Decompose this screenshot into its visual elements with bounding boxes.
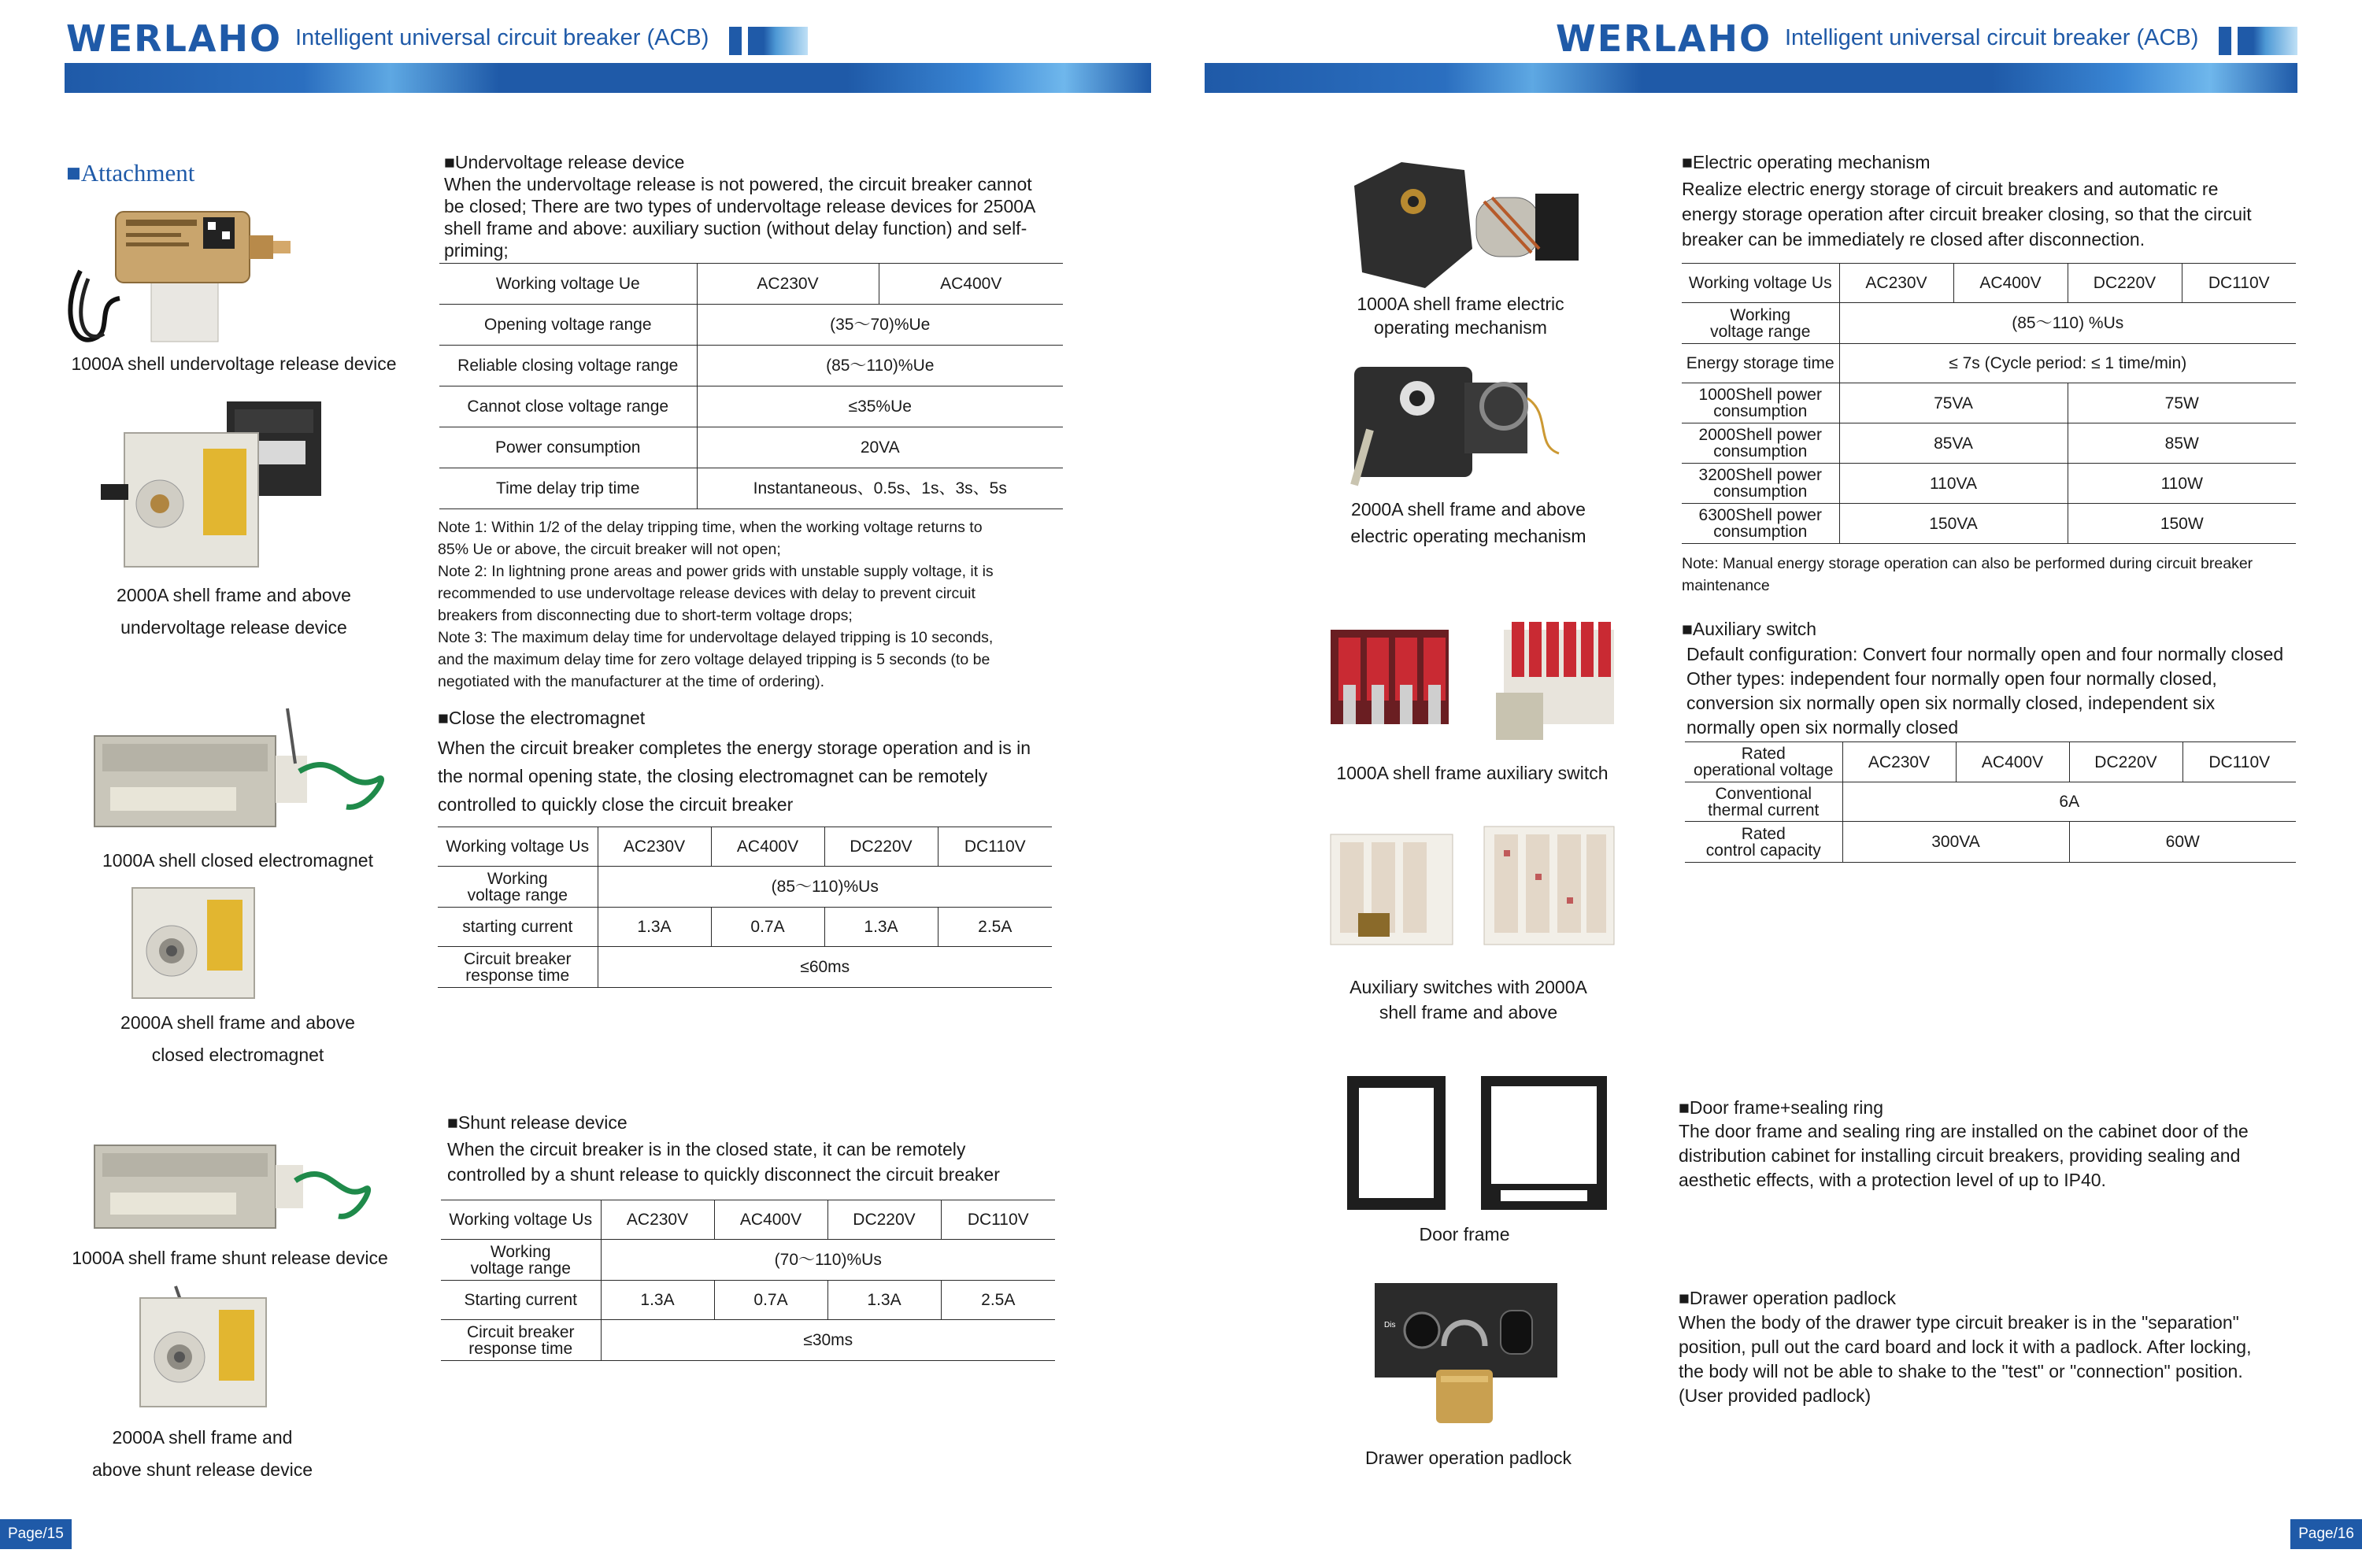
table-cell: AC400V [1956,742,2069,782]
table-cell: Working voltage Ue [439,264,697,305]
table-cell: Working voltage range [441,1240,601,1281]
table-cell: Conventional thermal current [1685,782,1842,822]
drawer-padlock-photo [1375,1283,1557,1433]
eom-title: ■Electric operating mechanism [1682,152,1931,172]
table-cell: DC110V [938,827,1052,867]
undervoltage-text: When the undervoltage release is not powered, the circuit breaker cannot be closed; There are two types of undervoltage release devices for 2500A shell frame and above: auxiliary suction (without delay function) and self- priming; [444,174,1036,261]
table-cell: 2.5A [938,908,1052,947]
table-cell: Energy storage time [1682,344,1839,383]
table-cell: (70～110)%Us [601,1240,1055,1281]
close-em-table [438,827,1052,988]
table-cell: DC220V [2069,742,2182,782]
table-cell: Circuit breaker response time [438,947,598,988]
table-cell: AC400V [879,264,1063,305]
close-em-text: When the circuit breaker completes the energy storage operation and is in the normal opening state, the closing electromagnet can be remotely controlled to quickly close the circuit breaker [438,738,1031,815]
undervoltage-1000a-photo [65,192,317,349]
table-cell: 85VA [1839,423,2068,464]
caption-aux-1000: 1000A shell frame auxiliary switch [1336,763,1609,783]
table-cell: 110VA [1839,464,2068,504]
table-cell: Instantaneous、0.5s、1s、3s、5s [697,468,1063,509]
table-cell: 0.7A [714,1281,827,1320]
header-band-right [1205,63,2297,93]
aux-text: Default configuration: Convert four normally open and four normally closed Other types: independent four normally open four normally closed, conversion six normally open six normally closed, independent six normally open six normally closed [1686,644,2284,738]
table-cell: Power consumption [439,427,697,468]
table-cell: AC400V [714,1200,827,1240]
table-cell: (35～70)%Ue [697,305,1063,346]
table-cell: 150W [2068,504,2296,544]
table-cell: Time delay trip time [439,468,697,509]
table-cell: Rated operational voltage [1685,742,1842,782]
table-cell: 60W [2069,822,2296,863]
header-accent-left [729,27,808,55]
table-cell: Starting current [441,1281,601,1320]
door-title: ■Door frame+sealing ring [1679,1097,1883,1118]
brand-logo-right: WERLAHO [1556,17,1772,60]
table-cell: Working voltage Us [441,1200,601,1240]
caption-padlock: Drawer operation padlock [1364,1448,1572,1468]
table-cell: 75W [2068,383,2296,423]
table-cell: 20VA [697,427,1063,468]
table-cell: 1.3A [827,1281,941,1320]
table-cell: 110W [2068,464,2296,504]
table-cell: Cannot close voltage range [439,386,697,427]
table-cell: 1.3A [598,908,711,947]
table-cell: Working voltage range [1682,303,1839,344]
table-cell: AC230V [601,1200,714,1240]
table-cell: AC230V [598,827,711,867]
table-cell: Rated control capacity [1685,822,1842,863]
table-cell: (85～110)%Ue [697,346,1063,386]
caption-ce-1000: 1000A shell closed electromagnet [102,850,373,871]
padlock-title: ■Drawer operation padlock [1679,1288,1896,1308]
caption-ce-2000: 2000A shell frame and above closed electromagnet [120,1012,355,1065]
table-cell: AC230V [697,264,879,305]
table-cell: DC220V [2068,264,2182,303]
padlock-text: When the body of the drawer type circuit breaker is in the "separation" position, pull out the card board and lock it with a padlock. After locking, the body will not be able to shake to the "test" or "connection" position. (User provided padlock) [1679,1312,2252,1406]
aux-title: ■Auxiliary switch [1682,619,1817,639]
table-cell: AC230V [1842,742,1956,782]
aux-table [1685,741,2296,863]
table-cell: 1000Shell power consumption [1682,383,1839,423]
table-cell: AC230V [1839,264,1953,303]
table-cell: Working voltage Us [1682,264,1839,303]
table-cell: 3200Shell power consumption [1682,464,1839,504]
table-cell: ≤35%Ue [697,386,1063,427]
table-cell: (85～110)%Us [598,867,1052,908]
table-cell: AC400V [1953,264,2068,303]
undervoltage-notes: Note 1: Within 1/2 of the delay tripping time, when the working voltage returns to 85% Ue or above, the circuit breaker will not open; Note 2: In lightning prone areas and power grids with unstable supply voltage, it is recommended to use undervoltage release devices with delay to prevent circuit breakers from disconnecting due to short-term voltage drops; Note 3: The maximum delay time for undervoltage delayed tripping is 10 seconds, and the maximum delay time for zero voltage delayed tripping is 5 seconds (to be negotiated with the manufacturer at the time of ordering). [438,519,994,690]
caption-eom-2000: 2000A shell frame and above electric operating mechanism [1350,499,1586,546]
caption-aux-2000: Auxiliary switches with 2000A shell frame and above [1349,977,1587,1023]
eom-1000a-photo [1346,154,1590,296]
table-cell: ≤60ms [598,947,1052,988]
undervoltage-2000a-photo [93,394,345,575]
caption-sh-2000: 2000A shell frame and above shunt release device [91,1427,313,1480]
aux-switch-1000a-photo [1323,614,1622,756]
table-cell: DC110V [2182,264,2296,303]
caption-uv-1000: 1000A shell undervoltage release device [71,353,397,374]
header-subtitle-right: Intelligent universal circuit breaker (ACB) [1785,25,2199,50]
close-em-title: ■Close the electromagnet [438,708,646,728]
shunt-title: ■Shunt release device [447,1112,628,1133]
attachment-title: ■Attachment [66,159,195,187]
table-cell: DC110V [941,1200,1055,1240]
table-cell: 150VA [1839,504,2068,544]
table-cell: Working voltage Us [438,827,598,867]
table-cell: 0.7A [711,908,824,947]
table-cell: starting current [438,908,598,947]
table-cell: Circuit breaker response time [441,1320,601,1361]
caption-eom-1000: 1000A shell frame electric operating mechanism [1357,294,1564,338]
eom-note: Note: Manual energy storage operation can also be performed during circuit breaker maintenance [1682,555,2253,594]
table-cell: 2000Shell power consumption [1682,423,1839,464]
closed-electromagnet-2000a-photo [124,880,266,1002]
table-cell: 2.5A [941,1281,1055,1320]
table-cell: Reliable closing voltage range [439,346,697,386]
table-cell: (85～110) %Us [1839,303,2296,344]
table-cell: 6A [1842,782,2296,822]
caption-sh-1000: 1000A shell frame shunt release device [72,1248,388,1268]
brand-logo-left: WERLAHO [66,17,283,60]
closed-electromagnet-1000a-photo [87,701,394,842]
table-cell: 75VA [1839,383,2068,423]
eom-table [1682,263,2296,544]
table-cell: AC400V [711,827,824,867]
page-number-right: Page/16 [2290,1519,2362,1549]
door-text: The door frame and sealing ring are installed on the cabinet door of the distribution cabinet for installing circuit breakers, providing sealing and aesthetic effects, with a protection level of up to IP40. [1679,1121,2249,1190]
shunt-text: When the circuit breaker is in the closed state, it can be remotely controlled by a shunt release to quickly disconnect the circuit breaker [447,1139,1000,1185]
table-cell: DC220V [824,827,938,867]
header-subtitle-left: Intelligent universal circuit breaker (ACB) [295,25,709,50]
table-cell: ≤30ms [601,1320,1055,1361]
table-cell: DC220V [827,1200,941,1240]
table-cell: Opening voltage range [439,305,697,346]
table-cell: 1.3A [601,1281,714,1320]
table-cell: 1.3A [824,908,938,947]
caption-uv-2000: 2000A shell frame and above undervoltage release device [117,585,351,638]
table-cell: 300VA [1842,822,2069,863]
table-cell: 6300Shell power consumption [1682,504,1839,544]
aux-switch-2000a-photo [1315,819,1630,960]
shunt-table [441,1200,1055,1361]
door-frame-photo [1343,1072,1611,1214]
device-label: Dis [1384,1321,1396,1329]
header-accent-right [2219,27,2297,55]
shunt-release-2000a-photo [132,1278,274,1411]
caption-door: Door frame [1419,1224,1510,1244]
eom-2000a-photo [1346,351,1575,493]
table-cell: ≤ 7s (Cycle period: ≤ 1 time/min) [1839,344,2296,383]
undervoltage-title: ■Undervoltage release device [444,152,685,172]
undervoltage-table [439,263,1063,509]
table-cell: 85W [2068,423,2296,464]
table-cell: Working voltage range [438,867,598,908]
table-cell: DC110V [2182,742,2296,782]
shunt-release-1000a-photo [87,1133,378,1236]
eom-text: Realize electric energy storage of circuit breakers and automatic re energy storage operation after circuit breaker closing, so that the circuit breaker can be immediately re closed after disconnection. [1682,179,2252,250]
header-band-left [65,63,1151,93]
page-number-left: Page/15 [0,1519,72,1549]
